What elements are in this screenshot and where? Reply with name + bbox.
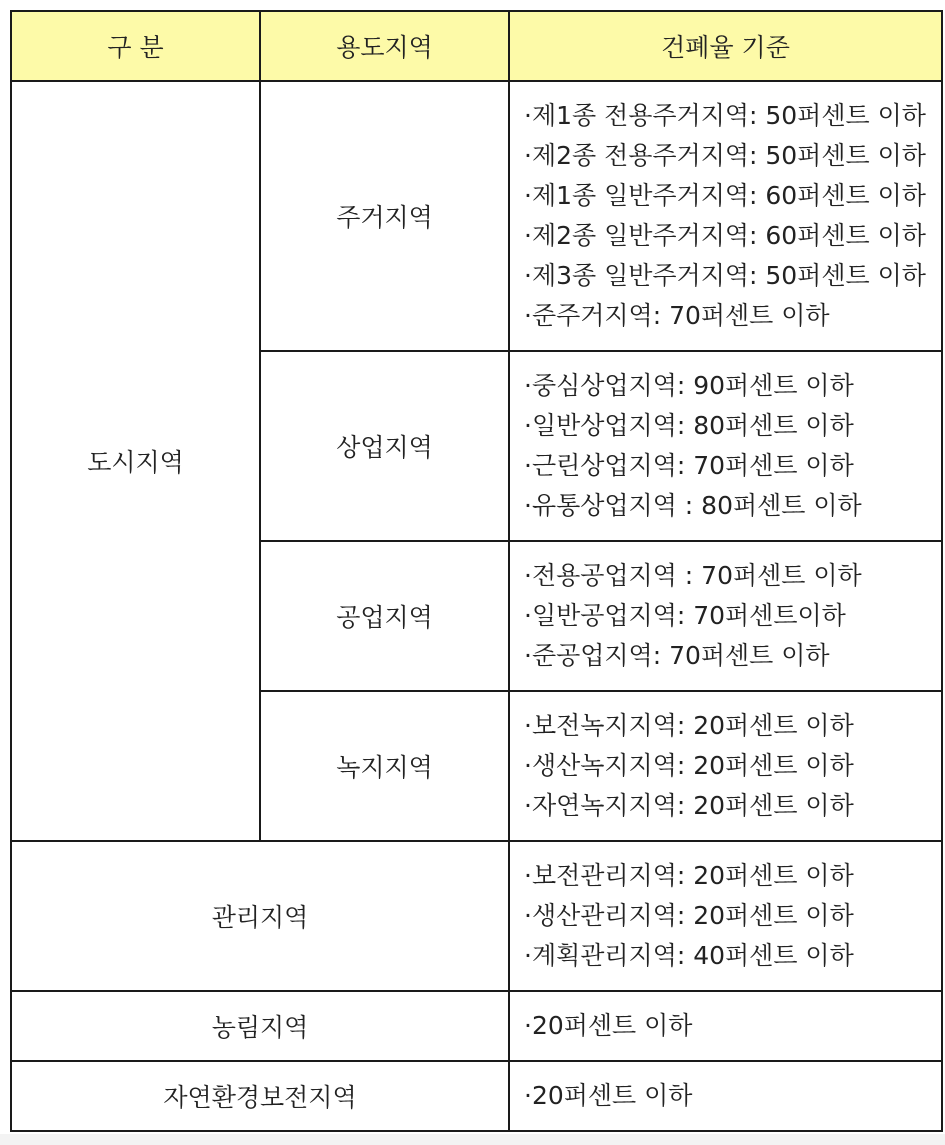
table-row-residential	[11, 81, 942, 351]
table-row-agri-forest	[11, 991, 942, 1061]
urban-area-label: 도시지역	[11, 81, 260, 841]
bottom-edge-strip	[0, 1134, 945, 1145]
management-area-label: 관리지역	[11, 841, 509, 991]
rule-item: ·중심상업지역: 90퍼센트 이하	[524, 371, 854, 400]
agri-forest-rules	[509, 991, 942, 1061]
industrial-zone-label: 공업지역	[260, 541, 509, 691]
header-category: 구 분	[11, 11, 260, 81]
rule-item: ·일반상업지역: 80퍼센트 이하	[524, 411, 854, 440]
table-row-management	[11, 841, 942, 991]
commercial-zone-label: 상업지역	[260, 351, 509, 541]
rule-item: ·제2종 전용주거지역: 50퍼센트 이하	[524, 141, 926, 170]
agri-forest-area-label: 농림지역	[11, 991, 509, 1061]
rule-item: ·유통상업지역 : 80퍼센트 이하	[524, 491, 862, 520]
rule-item: ·계획관리지역: 40퍼센트 이하	[524, 941, 854, 970]
rule-item: ·보전녹지지역: 20퍼센트 이하	[524, 711, 854, 740]
rule-item: ·일반공업지역: 70퍼센트이하	[524, 601, 846, 630]
green-zone-label: 녹지지역	[260, 691, 509, 841]
rule-item: ·제1종 일반주거지역: 60퍼센트 이하	[524, 181, 926, 210]
rule-item: ·20퍼센트 이하	[524, 1081, 693, 1110]
rule-item: ·근린상업지역: 70퍼센트 이하	[524, 451, 854, 480]
rule-item: ·제3종 일반주거지역: 50퍼센트 이하	[524, 261, 926, 290]
table-row-nature-conservation	[11, 1061, 942, 1131]
rule-item: ·전용공업지역 : 70퍼센트 이하	[524, 561, 862, 590]
industrial-rules	[509, 541, 942, 691]
rule-item: ·준공업지역: 70퍼센트 이하	[524, 641, 830, 670]
residential-rules	[509, 81, 942, 351]
rule-item: ·보전관리지역: 20퍼센트 이하	[524, 861, 854, 890]
commercial-rules	[509, 351, 942, 541]
management-rules	[509, 841, 942, 991]
rule-item: ·생산녹지지역: 20퍼센트 이하	[524, 751, 854, 780]
rule-item: ·생산관리지역: 20퍼센트 이하	[524, 901, 854, 930]
green-rules	[509, 691, 942, 841]
header-coverage-standard: 건폐율 기준	[509, 11, 942, 81]
building-coverage-table	[10, 10, 943, 1132]
header-row	[11, 11, 942, 81]
nature-conservation-rules	[509, 1061, 942, 1131]
header-zone-type: 용도지역	[260, 11, 509, 81]
rule-item: ·제1종 전용주거지역: 50퍼센트 이하	[524, 101, 926, 130]
rule-item: ·20퍼센트 이하	[524, 1011, 693, 1040]
rule-item: ·준주거지역: 70퍼센트 이하	[524, 301, 830, 330]
rule-item: ·제2종 일반주거지역: 60퍼센트 이하	[524, 221, 926, 250]
nature-conservation-area-label: 자연환경보전지역	[11, 1061, 509, 1131]
residential-zone-label: 주거지역	[260, 81, 509, 351]
rule-item: ·자연녹지지역: 20퍼센트 이하	[524, 791, 854, 820]
